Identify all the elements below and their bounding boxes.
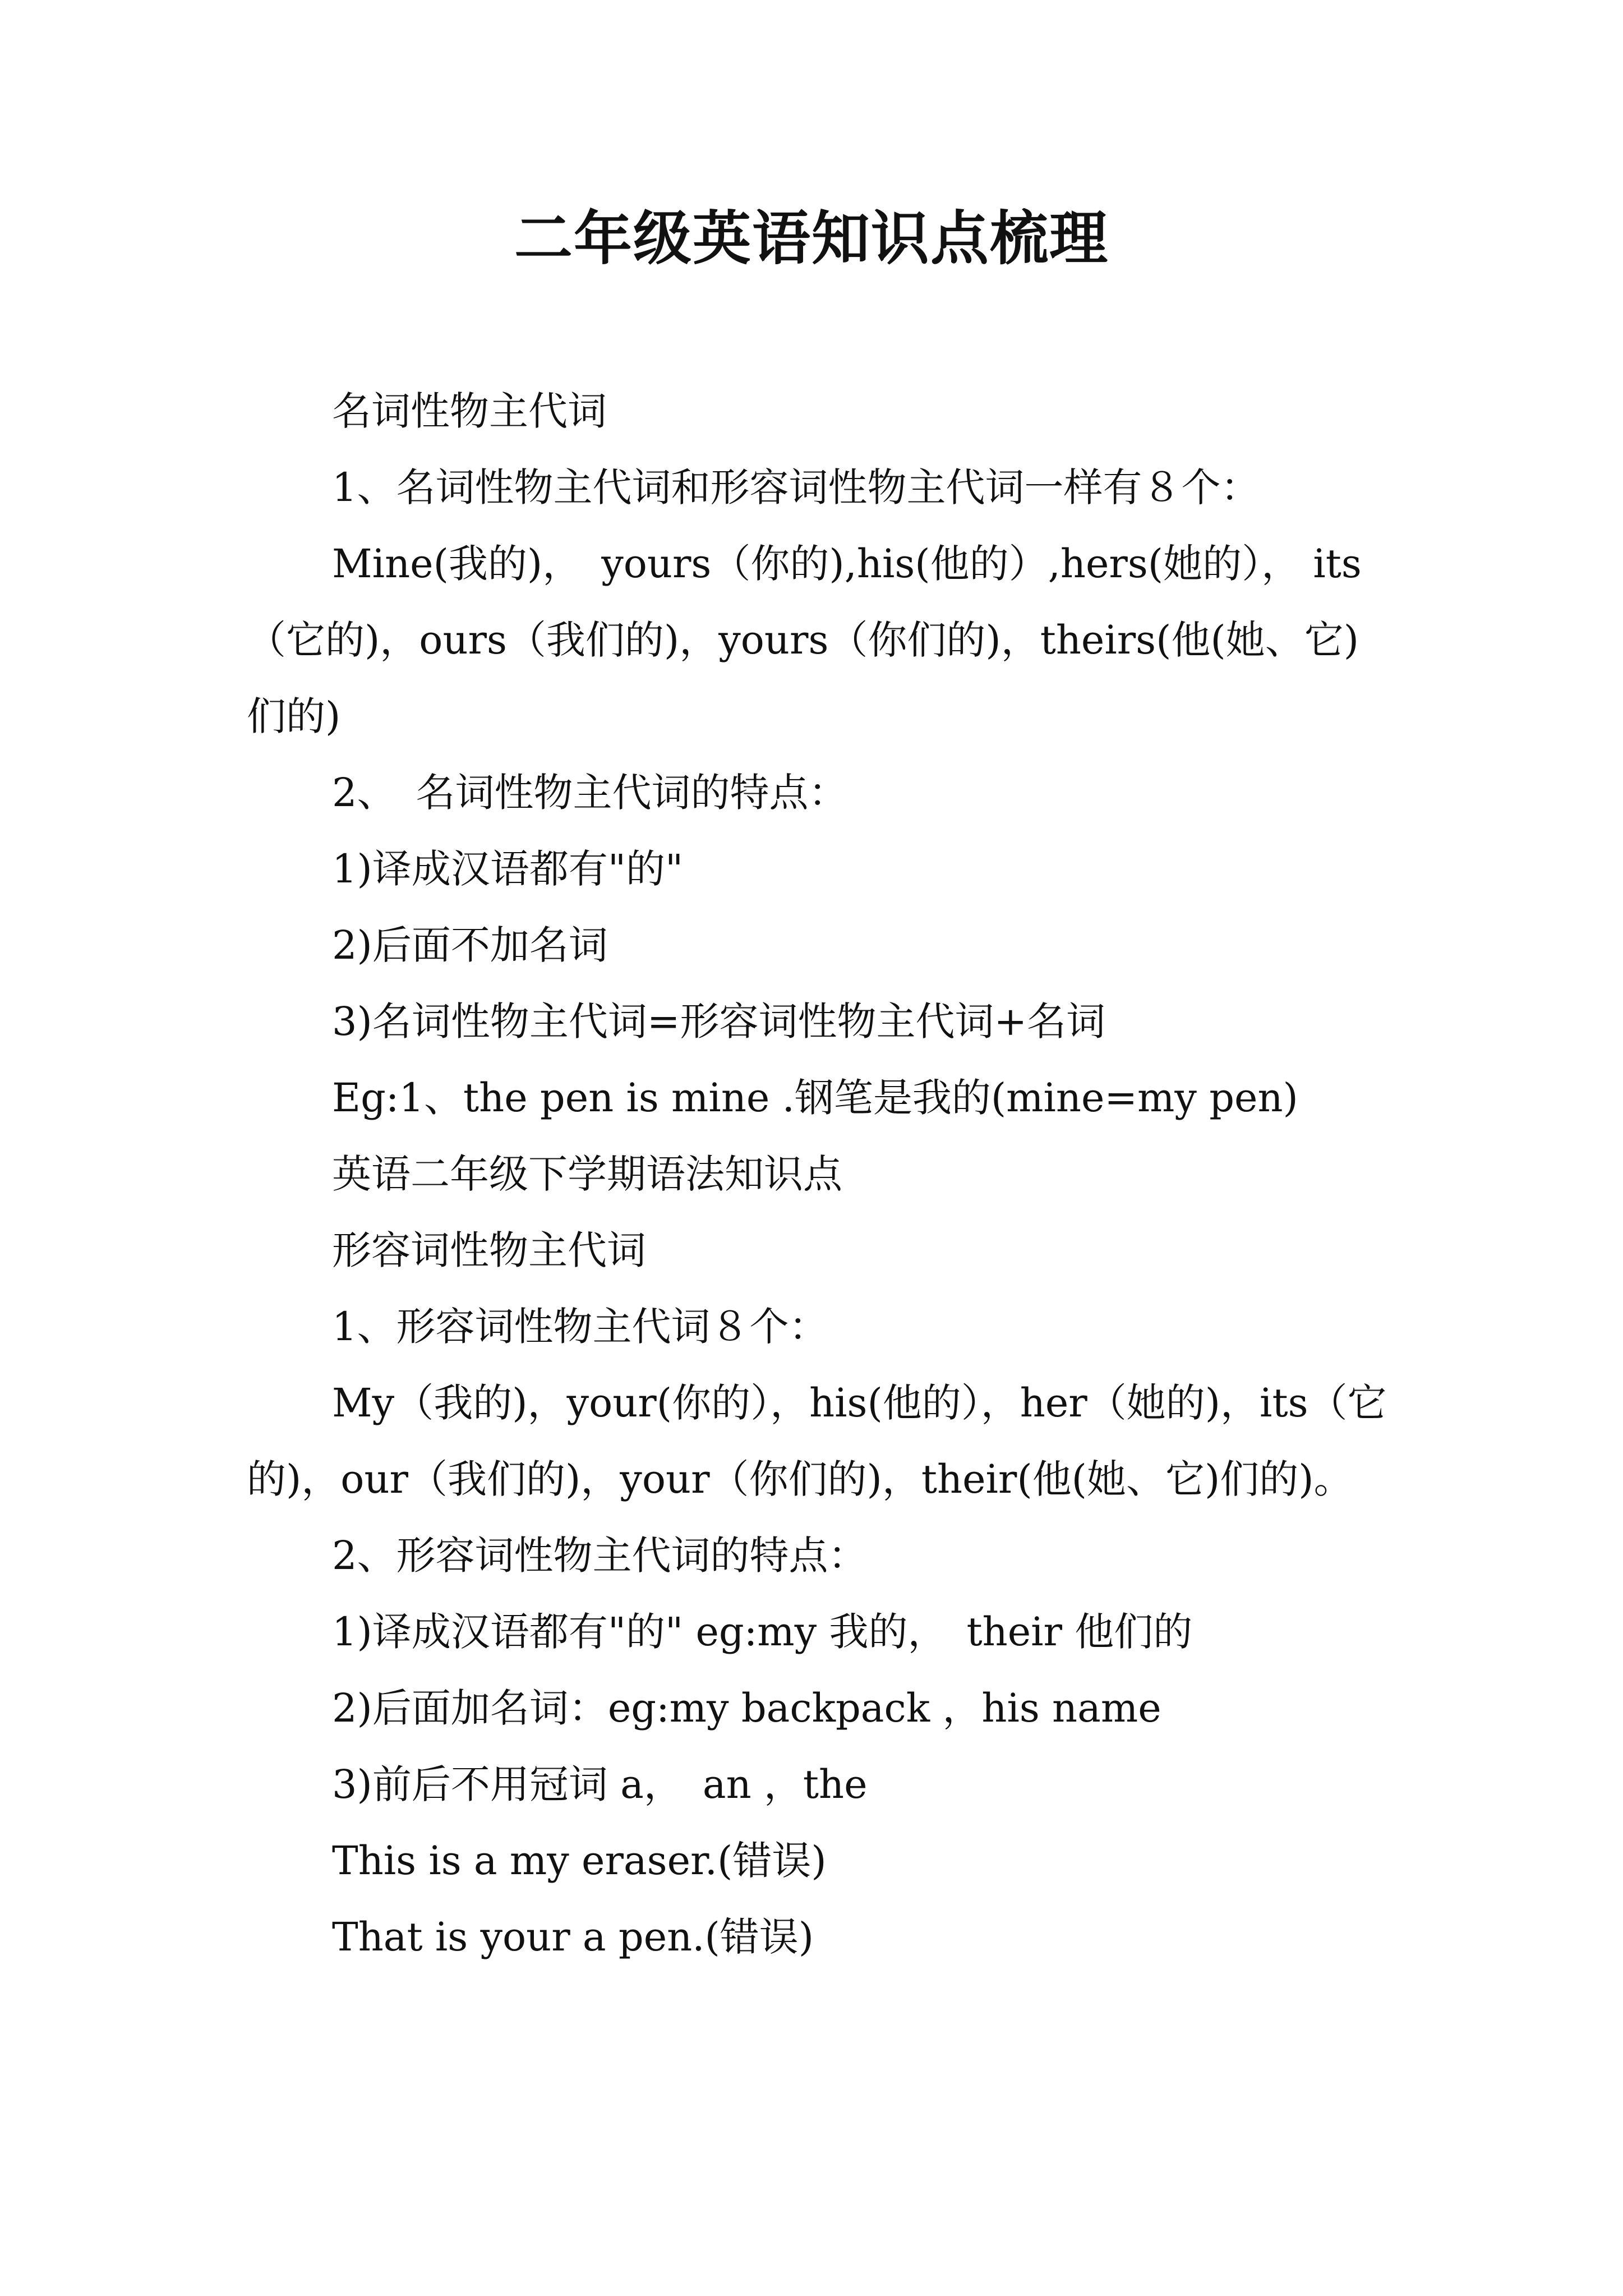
paragraph: 3)前后不用冠词 a， an ，the [332,1761,868,1807]
document-body [247,373,1391,1975]
paragraph: 2、 名词性物主代词的特点： [332,770,848,816]
document-title: 二年级英语知识点梳理 [514,204,1109,273]
paragraph: 1、名词性物主代词和形容词性物主代词一样有８个： [332,464,1260,510]
paragraph: 1)译成汉语都有"的" [332,846,684,892]
paragraph: My（我的)，your(你的），his(他的），her（她的)，its（它的)，our（我们的)，your（你们的)，their(他(她、它)们的)。 [247,1380,1387,1502]
paragraph: 3)名词性物主代词=形容词性物主代词+名词 [332,999,1106,1045]
paragraph: 2)后面不加名词 [332,922,608,968]
paragraph: That is your a pen.(错误) [332,1914,814,1960]
paragraph: This is a my eraser.(错误) [332,1838,827,1884]
section-heading-adjective-possessive: 形容词性物主代词 [332,1227,646,1273]
paragraph: 2)后面加名词：eg:my backpack ，his name [332,1685,1161,1731]
section-heading-possessive-pronoun: 名词性物主代词 [332,388,607,434]
paragraph: 2、形容词性物主代词的特点： [332,1533,868,1579]
paragraph: 1)译成汉语都有"的" eg:my 我的， their 他们的 [332,1609,1193,1655]
paragraph: 1、形容词性物主代词８个： [332,1304,828,1350]
section-heading-grammar: 英语二年级下学期语法知识点 [332,1151,842,1197]
paragraph: Mine(我的)， yours（你的),his(他的）,hers(她的）， its（它的)，ours（我们的)，yours（你们的)，theirs(他(她、它)们的) [247,541,1362,739]
paragraph: Eg:1、the pen is mine .钢笔是我的(mine=my pen) [332,1075,1298,1121]
